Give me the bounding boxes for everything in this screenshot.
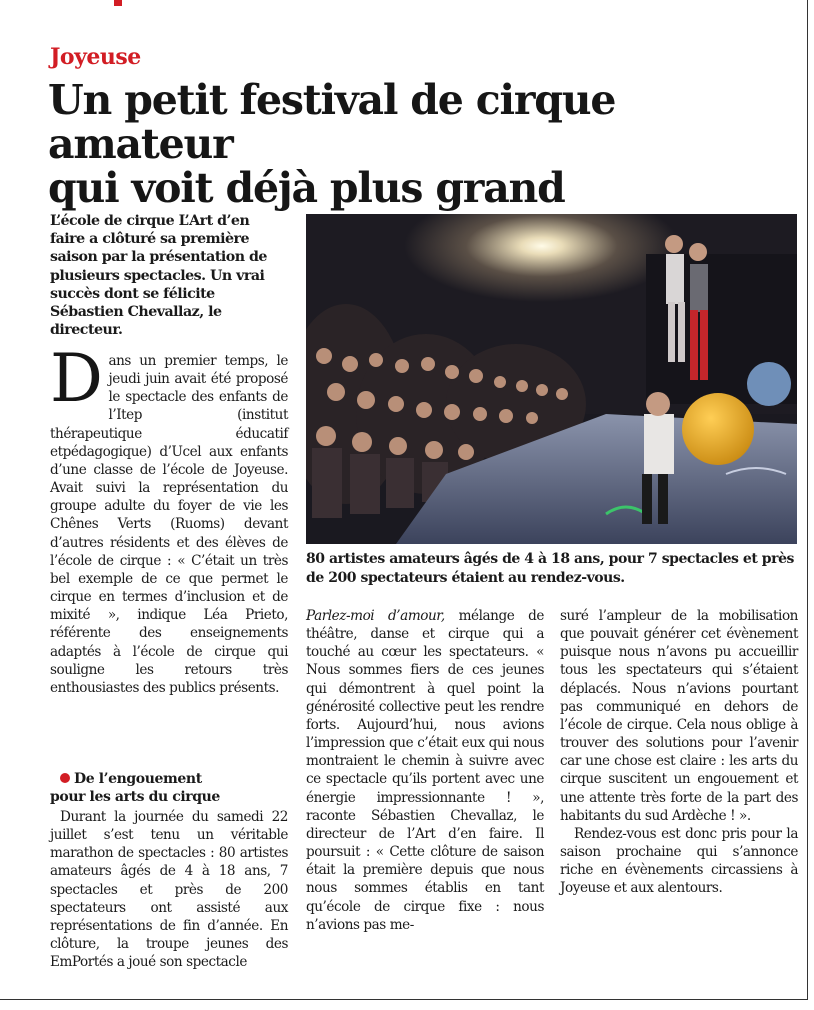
photo-caption: 80 artistes amateurs âgés de 4 à 18 ans, pour 7 spectacles et près de 200 spectateurs étaient au rendez-vous.: [306, 551, 794, 586]
article-photo: [306, 214, 797, 544]
show-title: Parlez-moi d’amour,: [306, 608, 445, 624]
column-3: [560, 607, 798, 898]
article-headline: [48, 78, 798, 210]
article-lead: L’école de cirque L’Art d’en faire a clôturé sa première saison par la présentation de plusieurs spectacles. Un vrai succès dont se félicite Sébastien Chevallaz, le directeur.: [50, 213, 267, 339]
column-3-paragraph-1: suré l’ampleur de la mobilisation que pouvait générer cet évènement puisque nous n’avons pu accueillir tous les spectateurs qui s’étaient déplacés. Nous n’avions pourtant pas communiqué en dehors de l’école de cirque. Cela nous oblige à trouver des solutions pour l’avenir car une chose est claire : les arts du cirque suscitent un engouement et une attente très forte de la part des habitants du sud Ardèche ! ».: [560, 608, 798, 824]
drop-cap: D: [50, 340, 103, 417]
subheading-line-1: De l’engouement: [74, 771, 202, 787]
column-1-continued: [50, 808, 288, 971]
bullet-dot-icon: [60, 773, 70, 783]
column-2-text: mélange de théâtre, danse et cirque qui a touché au cœur les spectateurs. « Nous sommes fiers de ces jeunes qui démontrent à quel point la générosité collective peut les rendre forts. Aujourd’hui, nous avions l’impression que c’était eux qui nous montraient le chemin à suivre avec ce spectacle qu’ils portent avec une énergie impressionnante ! », raconte Sébastien Chevallaz, le directeur de l’Art d’en faire. Il poursuit : « Cette clôture de saison était la première depuis que nous nous sommes établis en tant qu’école de cirque fixe : nous n’avions pas me-: [306, 608, 544, 933]
column-1b-text: Durant la journée du samedi 22 juillet s’est tenu un véritable marathon de spectacles : 80 artistes amateurs âgés de 4 à 18 ans, 7 spectacles et près de 200 spectateurs ont assisté aux représentations de fin d’année. En clôture, la troupe jeunes des EmPortés a joué son spectacle: [50, 809, 288, 971]
headline-line-2: qui voit déjà plus grand: [48, 164, 565, 212]
column-1: [50, 340, 288, 697]
article-kicker: Joyeuse: [50, 44, 141, 70]
column-1b-paragraph: [50, 808, 288, 971]
column-3-paragraph-2: Rendez-vous est donc pris pour la saison prochaine qui s’annonce riche en évènements circassiens à Joyeuse et aux alentours.: [560, 825, 798, 897]
headline-line-1: Un petit festival de cirque amateur: [48, 76, 616, 168]
subheading: [50, 770, 288, 806]
top-red-mark: [114, 0, 122, 6]
column-2-paragraph: [306, 607, 544, 934]
circus-performance-photo: [306, 214, 797, 544]
column-1-paragraph: [50, 340, 288, 697]
subheading-line-2: pour les arts du cirque: [50, 789, 220, 805]
column-1-text: ans un premier temps, le jeudi juin avait été proposé le spectacle des enfants de l’Itep (institut thérapeutique éducatif etpédagogique) d’Ucel aux enfants d’une classe de l’école de Joyeuse. Avait suivi la représentation du groupe adulte du foyer de vie les Chênes Verts (Ruoms) devant d’autres résidents et des élèves de l’école de cirque : « C’était un très bel exemple de ce que permet le cirque en termes d’inclusion et de mixité », indique Léa Prieto, référente des enseignements adaptés à l’école de cirque qui souligne les retours très enthousiastes des publics présents.: [50, 353, 288, 696]
column-2: [306, 607, 544, 934]
